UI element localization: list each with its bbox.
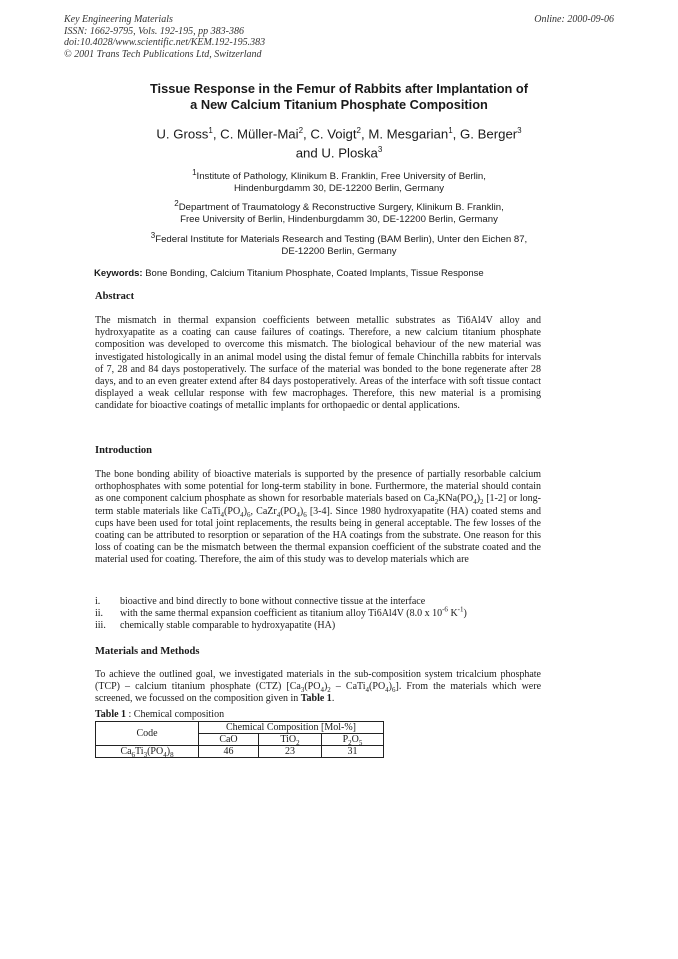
author-name: G. Berger <box>460 126 518 142</box>
author-name: C. Müller-Mai <box>220 126 299 142</box>
authors-line-2 <box>60 142 618 161</box>
abstract-text: The mismatch in thermal expansion coefficients between metallic substrates as Ti6Al4V alloy and hydroxyapatite as a coating can cause failures of coatings. Therefore, a new calcium titanium phosphate composition was developed to overcome this mismatch. The biological behaviour of the new material was investigated histologically in an animal model using the distal femur of female Chinchilla rabbits for intervals of 7, 28 and 84 days postoperatively. The surface of the material was bonded to the bone regenerate after 28 days, and to an even greater extend after 84 days postoperatively. Areas of the interface with soft tissue contact displayed a weak cellular response with few macrophages. Therefore, this new material is a promising candidate for bioactive coatings of metallic implants for orthopaedic or dental applications. <box>95 315 541 412</box>
author-affil-sup: 1 <box>448 126 453 135</box>
title-line-1: Tissue Response in the Femur of Rabbits after Implantation of <box>149 81 529 96</box>
online-date: Online: 2000-09-06 <box>534 14 614 25</box>
affiliation-line-2: DE-12200 Berlin, Germany <box>281 245 397 257</box>
subheader-p2o5: $P_2O_5$ <box>322 734 384 746</box>
list-item-text: bioactive and bind directly to bone without connective tissue at the interface <box>120 596 426 607</box>
list-item-number: i. <box>95 596 101 607</box>
methods-text: To achieve the outlined goal, we investigated materials in the sub-composition system tricalcium phosphate (TCP) – calcium titanium phosphate (CTZ) [$Ca_3(PO_4)_2$ – $CaTi_4(PO_4)_6$]. From the materials which were screened, we focussed on the composition given in Table 1. <box>95 669 542 705</box>
header-group: Chemical Composition [Mol-%] <box>199 722 384 734</box>
table-caption-text: : Chemical composition <box>126 709 225 720</box>
journal-doi: doi:10.4028/www.scientific.net/KEM.192-195.383 <box>64 37 266 48</box>
journal-issn: ISSN: 1662-9795, Vols. 192-195, pp 383-386 <box>64 25 244 37</box>
author-affil-sup: 1 <box>208 126 213 135</box>
author-separator: , <box>212 126 221 142</box>
cell-cao: 46 <box>199 746 259 758</box>
affiliation-text: Institute of Pathology, Klinikum B. Franklin, Free University of Berlin, <box>196 171 486 183</box>
keywords-label: Keywords: <box>94 268 143 279</box>
table-header-row <box>96 722 384 734</box>
author-affil-sup: 2 <box>298 126 304 135</box>
affiliation <box>60 167 618 194</box>
affiliation-line-1 <box>60 198 618 214</box>
subheader-cao: CaO <box>199 734 259 746</box>
affiliations <box>60 167 618 261</box>
affiliation-sup: 3 <box>150 230 156 240</box>
composition-table <box>95 721 384 758</box>
journal-copyright: © 2001 Trans Tech Publications Ltd, Switzerland <box>64 48 262 60</box>
cell-p2o5: 31 <box>322 746 384 758</box>
affiliation-sup: 2 <box>174 199 179 209</box>
introduction-text: The bone bonding ability of bioactive materials is supported by the presence of partially resorbable calcium orthophosphates with some potential for long-term stability in bone. Furthermore, the material should contain as one component calcium phosphate as shown for resorbable materials based on $Ca_2KNa(PO_4)_2$ [1-2] or long-term stable materials like $CaTi_4(PO_4)_6$, $CaZr_4(PO_4)_6$ [3-4]. Since 1980 hydroxyapatite (HA) coated stems and cups have been used for total joint replacements, the results being in general acceptable. The few losses of the coating can be attributed to resorption or separation of the HA coatings from the substrate. One reason for this loss of coating can be the mismatch between the thermal expansion coefficient of the substrate coated and the material used for coating. Therefore, the aim of this study was to develop materials which are <box>95 469 541 566</box>
journal-name: Key Engineering Materials <box>64 14 173 25</box>
author-name: U. Gross <box>156 126 209 142</box>
author-affil-sup: 3 <box>377 145 383 155</box>
affiliation-line-1 <box>60 230 618 246</box>
table-caption <box>95 709 224 721</box>
keywords-text: Bone Bonding, Calcium Titanium Phosphate, Coated Implants, Tissue Response <box>145 268 484 279</box>
author-separator: , <box>452 126 460 142</box>
keywords <box>94 268 594 280</box>
list-item-number: iii. <box>95 620 106 632</box>
table-row <box>96 746 384 758</box>
author-separator: , <box>303 126 311 142</box>
affiliation <box>60 198 618 225</box>
list-item-text: with the same thermal expansion coefficient as titanium alloy Ti6Al4V (8.0 x $10^{-6}$ $K^{-1}$) <box>120 605 467 620</box>
affiliation-text: Federal Institute for Materials Research and Testing (BAM Berlin), Unter den Eichen 87, <box>155 233 528 245</box>
affiliation-line-2: Free University of Berlin, Hindenburgdamm 30, DE-12200 Berlin, Germany <box>180 214 498 226</box>
list-item <box>95 605 541 620</box>
cell-code: $Ca_6Ti_3(PO_4)_8$ <box>96 746 199 758</box>
title-line-2: a New Calcium Titanium Phosphate Composition <box>190 97 488 112</box>
abstract-heading: Abstract <box>95 291 135 302</box>
affiliation-line-1 <box>60 167 618 183</box>
cell-tio2: 23 <box>259 746 322 758</box>
author-separator: , <box>361 126 369 142</box>
table-caption-label: Table 1 <box>95 709 127 720</box>
authors-line-1 <box>60 123 618 142</box>
introduction-heading: Introduction <box>95 445 152 456</box>
author-name: and U. Ploska <box>295 145 378 161</box>
affiliation-text: Department of Traumatology & Reconstructive Surgery, Klinikum B. Franklin, <box>178 202 504 214</box>
list-item-number: ii. <box>95 608 104 620</box>
header-code: Code <box>96 722 199 746</box>
requirements-list <box>95 596 541 633</box>
author-affil-sup: 3 <box>517 126 522 135</box>
affiliation <box>60 230 618 257</box>
paper-title <box>60 81 618 113</box>
list-item-text: chemically stable comparable to hydroxyapatite (HA) <box>120 620 336 632</box>
list-item <box>95 620 541 632</box>
subheader-tio2: TiO$_2$ <box>259 734 322 746</box>
affiliation-line-2: Hindenburgdamm 30, DE-12200 Berlin, Germany <box>233 182 445 194</box>
author-name: C. Voigt <box>310 126 357 142</box>
journal-header <box>64 14 265 60</box>
affiliation-sup: 1 <box>192 168 197 177</box>
author-affil-sup: 2 <box>356 126 361 135</box>
list-item <box>95 596 541 608</box>
methods-heading: Materials and Methods <box>95 646 200 657</box>
author-name: M. Mesgarian <box>368 126 449 142</box>
author-list <box>60 123 618 162</box>
